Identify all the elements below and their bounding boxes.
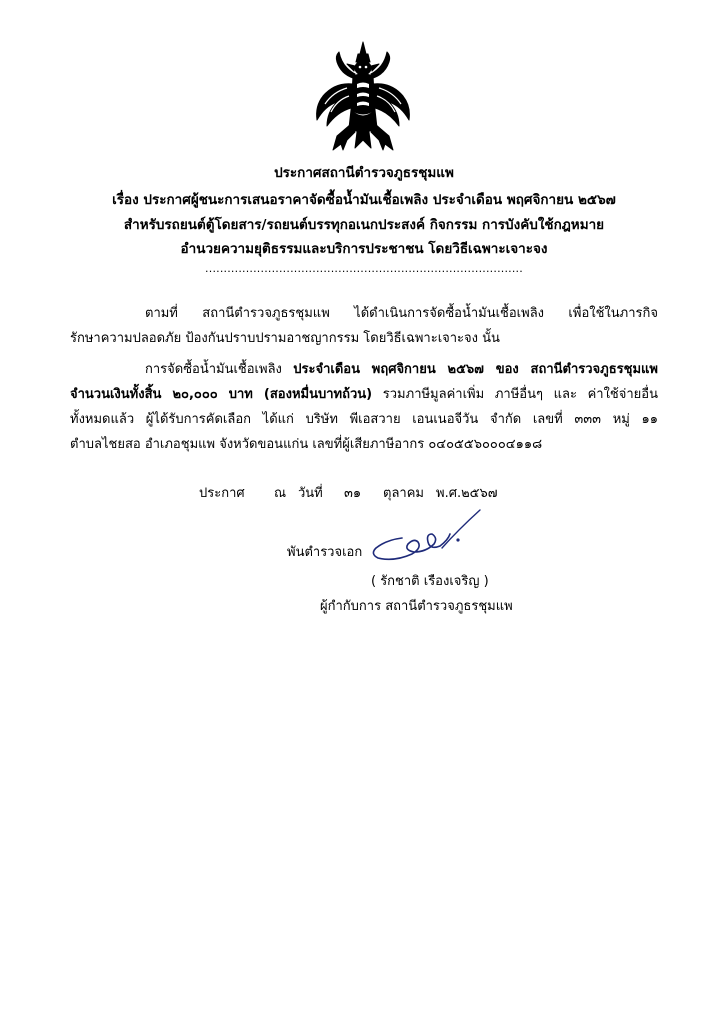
document-subject: เรื่อง ประกาศผู้ชนะการเสนอราคาจัดซื้อน้ำมันเชื้อเพลิง ประจำเดือน พฤศจิกายน ๒๕๖๗ (112, 192, 616, 208)
signatory-name: ( รักชาติ เรืองเจริญ ) (371, 574, 489, 589)
paragraph-2-prefix: การจัดซื้อน้ำมันเชื้อเพลิง (145, 362, 294, 377)
announcement-year: พ.ศ.๒๕๖๗ (436, 486, 498, 501)
paragraph-2-line-1 (145, 360, 658, 380)
paragraph-2-tax-note: รวมภาษีมูลค่าเพิ่ม ภาษีอื่นๆ และ ค่าใช้จ่ายอื่น (372, 387, 658, 402)
signatory-rank: พันตำรวจเอก (287, 545, 363, 560)
header-divider: ...................................................................................... (205, 262, 523, 275)
paragraph-1-line-1: ตามที่ สถานีตำรวจภูธรชุมแพ ได้ดำเนินการจัดซื้อน้ำมันเชื้อเพลิง เพื่อใช้ในภารกิจ (145, 306, 658, 321)
paragraph-2-line-2 (70, 385, 658, 405)
announcement-day-label: วันที่ (298, 486, 323, 501)
announcement-month: ตุลาคม (383, 486, 424, 501)
paragraph-2-line-3: ทั้งหมดแล้ว ผู้ได้รับการคัดเลือก ได้แก่ บริษัท พีเอสวาย เอนเนอจีวัน จำกัด เลขที่ ๓๓๓ หมู่ ๑๑ (70, 412, 658, 427)
paragraph-2-line-4: ตำบลไชยสอ อำเภอชุมแพ จังหวัดขอนแก่น เลขที่ผู้เสียภาษีอากร ๐๔๐๕๕๖๐๐๐๔๑๑๘ (70, 437, 543, 452)
paragraph-2-amount: จำนวนเงินทั้งสิ้น ๒๐,๐๐๐ บาท (สองหมื่นบาทถ้วน) (70, 387, 373, 402)
announcement-day: ๓๑ (344, 486, 362, 501)
document-subject-line-3: สำหรับรถยนต์ตู้โดยสาร/รถยนต์บรรทุกอเนกประสงค์ กิจกรรม การบังคับใช้กฎหมาย (123, 217, 605, 233)
document-title: ประกาศสถานีตำรวจภูธรชุมแพ (274, 165, 454, 181)
paragraph-2-period: ประจำเดือน พฤศจิกายน ๒๕๖๗ ของ สถานีตำรวจภูธรชุมแพ (293, 362, 658, 377)
announcement-label: ประกาศ (199, 486, 245, 501)
garuda-emblem-icon (307, 40, 419, 152)
signatory-position: ผู้กำกับการ สถานีตำรวจภูธรชุมแพ (320, 599, 513, 614)
document-subject-line-4: อำนวยความยุติธรรมและบริการประชาชน โดยวิธีเฉพาะเจาะจง (180, 241, 548, 257)
announcement-at: ณ (274, 486, 287, 501)
signature-image (368, 504, 490, 570)
paragraph-1-line-2: รักษาความปลอดภัย ป้องกันปราบปรามอาชญากรรม โดยวิธีเฉพาะเจาะจง นั้น (70, 331, 500, 346)
